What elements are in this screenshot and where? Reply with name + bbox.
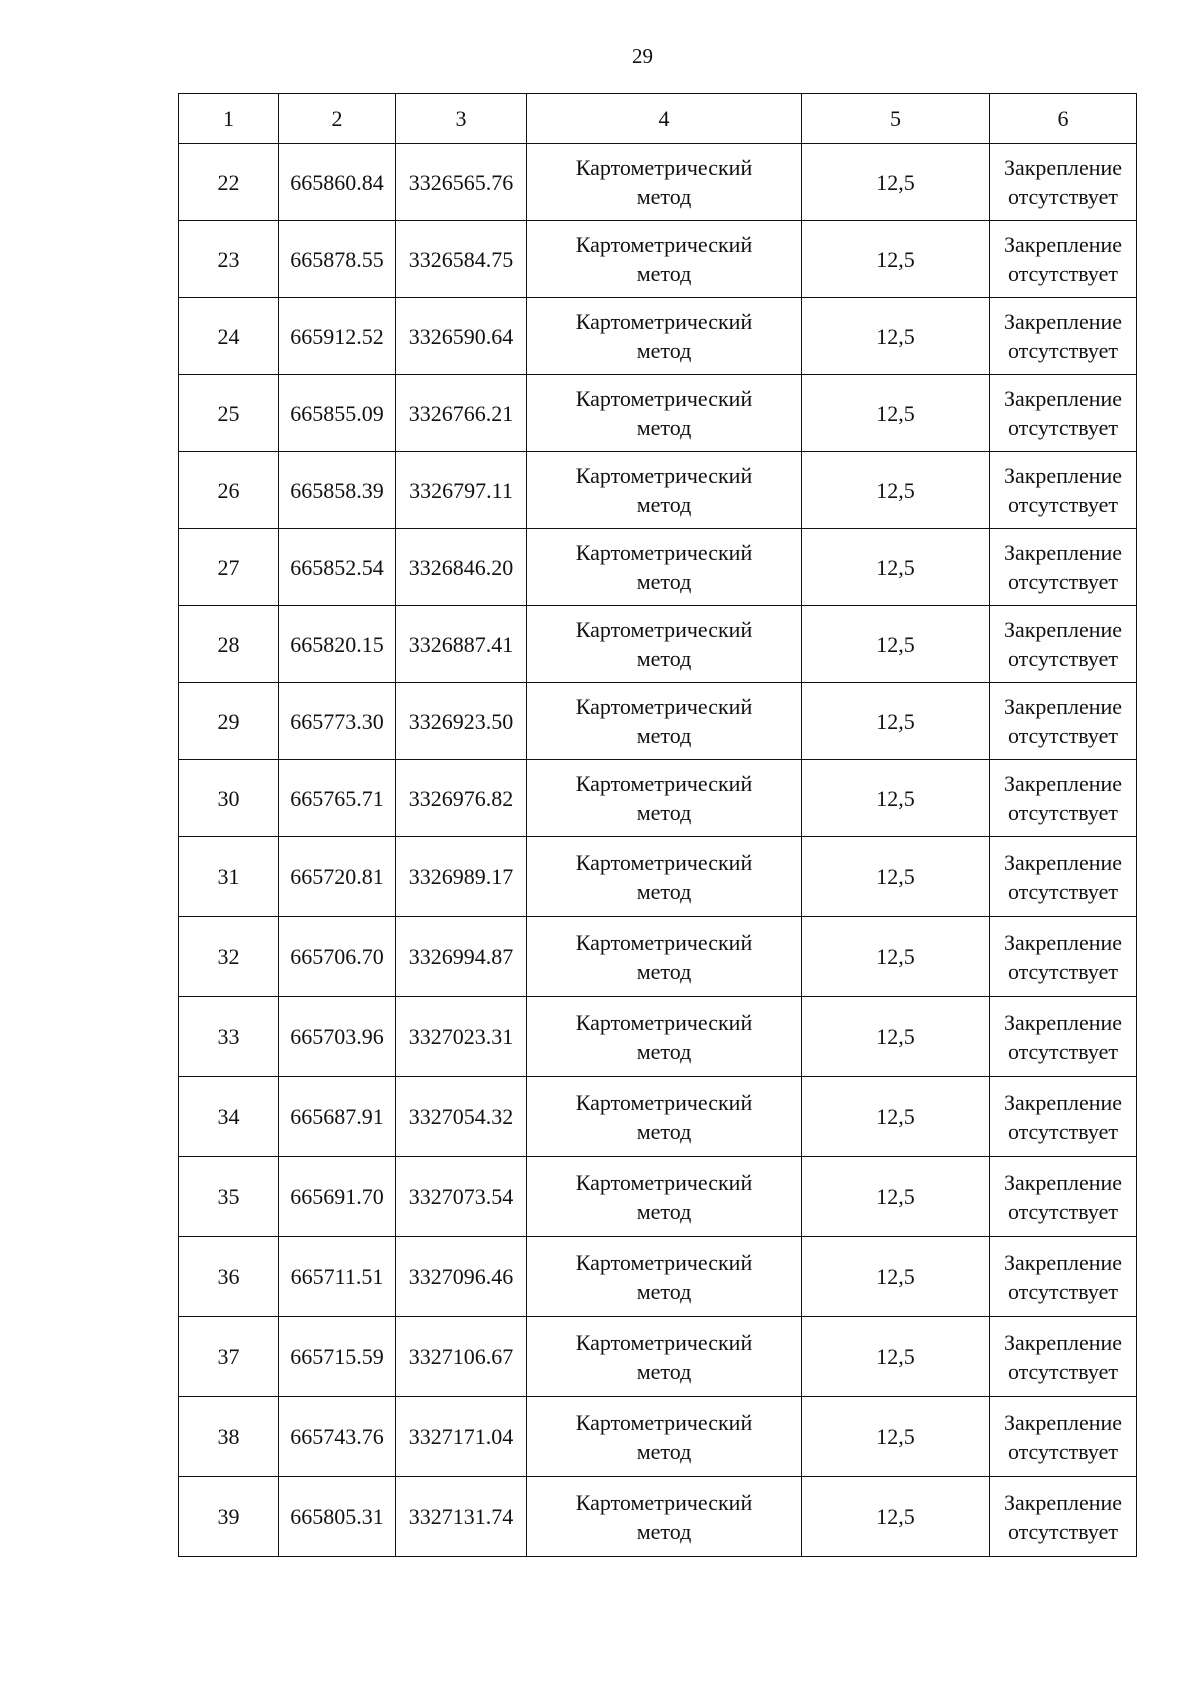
x-coordinate-cell: 665852.54	[279, 529, 396, 606]
table-row	[179, 683, 1137, 760]
x-coordinate-cell: 665703.96	[279, 997, 396, 1077]
method-cell	[527, 1317, 802, 1397]
method-cell-line: метод	[636, 569, 692, 594]
method-cell-line: метод	[636, 1438, 692, 1464]
method-cell	[527, 144, 802, 221]
accuracy-cell: 12,5	[802, 1477, 990, 1557]
method-cell	[527, 1077, 802, 1157]
fixing-cell-line: отсутствует	[1007, 1358, 1119, 1384]
method-cell-line: Картометрический	[575, 1169, 753, 1195]
fixing-cell-line: Закрепление	[1003, 1169, 1123, 1195]
method-cell-line: Картометрический	[575, 309, 753, 334]
method-cell-line: Картометрический	[575, 771, 753, 796]
method-cell-line: метод	[636, 1038, 692, 1064]
accuracy-cell: 12,5	[802, 375, 990, 452]
fixing-cell	[990, 917, 1137, 997]
method-cell-line: Картометрический	[575, 1249, 753, 1275]
method-cell-line: метод	[636, 1278, 692, 1304]
point-number-cell: 33	[179, 997, 279, 1077]
y-coordinate-cell: 3327023.31	[396, 997, 527, 1077]
accuracy-cell: 12,5	[802, 683, 990, 760]
table-row	[179, 452, 1137, 529]
accuracy-cell: 12,5	[802, 997, 990, 1077]
x-coordinate-cell: 665878.55	[279, 221, 396, 298]
fixing-cell-line: отсутствует	[1007, 261, 1119, 286]
method-cell-line: Картометрический	[575, 1489, 753, 1515]
fixing-cell-line: отсутствует	[1007, 569, 1119, 594]
method-cell-line: Картометрический	[575, 1009, 753, 1035]
method-cell	[527, 997, 802, 1077]
x-coordinate-cell: 665720.81	[279, 837, 396, 917]
point-number-cell: 26	[179, 452, 279, 529]
table-row	[179, 375, 1137, 452]
method-cell-line: метод	[636, 1518, 692, 1544]
method-cell-line: Картометрический	[575, 155, 753, 180]
fixing-cell-line: отсутствует	[1007, 1038, 1119, 1064]
table-row	[179, 1477, 1137, 1557]
table-row	[179, 606, 1137, 683]
y-coordinate-cell: 3326976.82	[396, 760, 527, 837]
point-number-cell: 27	[179, 529, 279, 606]
y-coordinate-cell: 3326923.50	[396, 683, 527, 760]
point-number-cell: 30	[179, 760, 279, 837]
fixing-cell-line: Закрепление	[1003, 386, 1123, 411]
fixing-cell-line: отсутствует	[1007, 958, 1119, 984]
x-coordinate-cell: 665858.39	[279, 452, 396, 529]
fixing-cell-line: Закрепление	[1003, 1249, 1123, 1275]
y-coordinate-cell: 3326584.75	[396, 221, 527, 298]
fixing-cell	[990, 683, 1137, 760]
method-cell-line: метод	[636, 723, 692, 748]
coordinates-table	[178, 93, 1137, 1557]
table-row	[179, 760, 1137, 837]
x-coordinate-cell: 665691.70	[279, 1157, 396, 1237]
table-row	[179, 917, 1137, 997]
method-cell-line: метод	[636, 184, 692, 209]
fixing-cell	[990, 1477, 1137, 1557]
point-number-cell: 39	[179, 1477, 279, 1557]
point-number-cell: 32	[179, 917, 279, 997]
method-cell-line: метод	[636, 415, 692, 440]
point-number-cell: 38	[179, 1397, 279, 1477]
x-coordinate-cell: 665820.15	[279, 606, 396, 683]
y-coordinate-cell: 3327054.32	[396, 1077, 527, 1157]
x-coordinate-cell: 665743.76	[279, 1397, 396, 1477]
y-coordinate-cell: 3327131.74	[396, 1477, 527, 1557]
table-row	[179, 1397, 1137, 1477]
point-number-cell: 25	[179, 375, 279, 452]
y-coordinate-cell: 3327073.54	[396, 1157, 527, 1237]
accuracy-cell: 12,5	[802, 1157, 990, 1237]
table-row	[179, 837, 1137, 917]
point-number-cell: 37	[179, 1317, 279, 1397]
x-coordinate-cell: 665687.91	[279, 1077, 396, 1157]
table-row	[179, 1237, 1137, 1317]
method-cell-line: Картометрический	[575, 929, 753, 955]
fixing-cell	[990, 1317, 1137, 1397]
method-cell	[527, 298, 802, 375]
accuracy-cell: 12,5	[802, 1397, 990, 1477]
method-cell-line: метод	[636, 958, 692, 984]
fixing-cell-line: отсутствует	[1007, 1198, 1119, 1224]
table-row	[179, 529, 1137, 606]
y-coordinate-cell: 3327096.46	[396, 1237, 527, 1317]
column-header: 1	[179, 94, 279, 144]
method-cell	[527, 760, 802, 837]
fixing-cell	[990, 606, 1137, 683]
x-coordinate-cell: 665860.84	[279, 144, 396, 221]
y-coordinate-cell: 3326846.20	[396, 529, 527, 606]
fixing-cell-line: Закрепление	[1003, 1089, 1123, 1115]
method-cell-line: Картометрический	[575, 232, 753, 257]
method-cell-line: метод	[636, 1198, 692, 1224]
fixing-cell-line: отсутствует	[1007, 1438, 1119, 1464]
page-number: 29	[632, 44, 653, 68]
method-cell-line: метод	[636, 1358, 692, 1384]
fixing-cell-line: Закрепление	[1003, 309, 1123, 334]
fixing-cell	[990, 452, 1137, 529]
table-row	[179, 1157, 1137, 1237]
accuracy-cell: 12,5	[802, 452, 990, 529]
fixing-cell	[990, 144, 1137, 221]
y-coordinate-cell: 3326797.11	[396, 452, 527, 529]
fixing-cell	[990, 298, 1137, 375]
x-coordinate-cell: 665765.71	[279, 760, 396, 837]
method-cell-line: Картометрический	[575, 540, 753, 565]
fixing-cell-line: отсутствует	[1007, 1118, 1119, 1144]
accuracy-cell: 12,5	[802, 837, 990, 917]
fixing-cell-line: отсутствует	[1007, 1278, 1119, 1304]
method-cell	[527, 452, 802, 529]
table-row	[179, 144, 1137, 221]
point-number-cell: 36	[179, 1237, 279, 1317]
table-row	[179, 221, 1137, 298]
fixing-cell-line: Закрепление	[1003, 929, 1123, 955]
fixing-cell-line: отсутствует	[1007, 338, 1119, 363]
y-coordinate-cell: 3327106.67	[396, 1317, 527, 1397]
accuracy-cell: 12,5	[802, 144, 990, 221]
column-header: 6	[990, 94, 1137, 144]
method-cell-line: метод	[636, 492, 692, 517]
x-coordinate-cell: 665715.59	[279, 1317, 396, 1397]
y-coordinate-cell: 3326590.64	[396, 298, 527, 375]
accuracy-cell: 12,5	[802, 298, 990, 375]
fixing-cell	[990, 1237, 1137, 1317]
fixing-cell-line: Закрепление	[1003, 1329, 1123, 1355]
method-cell-line: метод	[636, 800, 692, 825]
fixing-cell	[990, 221, 1137, 298]
method-cell	[527, 221, 802, 298]
method-cell	[527, 529, 802, 606]
method-cell-line: метод	[636, 646, 692, 671]
x-coordinate-cell: 665912.52	[279, 298, 396, 375]
method-cell-line: Картометрический	[575, 1409, 753, 1435]
point-number-cell: 24	[179, 298, 279, 375]
table-row	[179, 997, 1137, 1077]
accuracy-cell: 12,5	[802, 760, 990, 837]
y-coordinate-cell: 3326766.21	[396, 375, 527, 452]
method-cell-line: метод	[636, 261, 692, 286]
method-cell-line: Картометрический	[575, 1329, 753, 1355]
y-coordinate-cell: 3326989.17	[396, 837, 527, 917]
method-cell-line: Картометрический	[575, 1089, 753, 1115]
fixing-cell	[990, 1157, 1137, 1237]
column-header: 4	[527, 94, 802, 144]
fixing-cell	[990, 1397, 1137, 1477]
x-coordinate-cell: 665773.30	[279, 683, 396, 760]
point-number-cell: 29	[179, 683, 279, 760]
fixing-cell-line: отсутствует	[1007, 492, 1119, 517]
fixing-cell-line: отсутствует	[1007, 184, 1119, 209]
y-coordinate-cell: 3326994.87	[396, 917, 527, 997]
method-cell	[527, 1397, 802, 1477]
method-cell-line: Картометрический	[575, 617, 753, 642]
method-cell-line: Картометрический	[575, 694, 753, 719]
point-number-cell: 28	[179, 606, 279, 683]
point-number-cell: 31	[179, 837, 279, 917]
column-header: 3	[396, 94, 527, 144]
method-cell	[527, 1157, 802, 1237]
method-cell-line: метод	[636, 1118, 692, 1144]
point-number-cell: 34	[179, 1077, 279, 1157]
accuracy-cell: 12,5	[802, 917, 990, 997]
x-coordinate-cell: 665805.31	[279, 1477, 396, 1557]
accuracy-cell: 12,5	[802, 1317, 990, 1397]
fixing-cell-line: отсутствует	[1007, 878, 1119, 904]
method-cell-line: Картометрический	[575, 463, 753, 488]
method-cell	[527, 375, 802, 452]
fixing-cell	[990, 997, 1137, 1077]
fixing-cell-line: отсутствует	[1007, 415, 1119, 440]
y-coordinate-cell: 3327171.04	[396, 1397, 527, 1477]
fixing-cell-line: Закрепление	[1003, 1409, 1123, 1435]
x-coordinate-cell: 665855.09	[279, 375, 396, 452]
fixing-cell-line: Закрепление	[1003, 540, 1123, 565]
method-cell-line: Картометрический	[575, 849, 753, 875]
fixing-cell-line: отсутствует	[1007, 1518, 1119, 1544]
fixing-cell-line: Закрепление	[1003, 694, 1123, 719]
fixing-cell	[990, 837, 1137, 917]
fixing-cell-line: Закрепление	[1003, 771, 1123, 796]
method-cell	[527, 1477, 802, 1557]
fixing-cell-line: отсутствует	[1007, 800, 1119, 825]
fixing-cell	[990, 375, 1137, 452]
column-header: 5	[802, 94, 990, 144]
column-header: 2	[279, 94, 396, 144]
fixing-cell-line: Закрепление	[1003, 1489, 1123, 1515]
method-cell	[527, 606, 802, 683]
y-coordinate-cell: 3326887.41	[396, 606, 527, 683]
point-number-cell: 23	[179, 221, 279, 298]
method-cell	[527, 683, 802, 760]
accuracy-cell: 12,5	[802, 221, 990, 298]
fixing-cell-line: Закрепление	[1003, 232, 1123, 257]
y-coordinate-cell: 3326565.76	[396, 144, 527, 221]
fixing-cell-line: Закрепление	[1003, 849, 1123, 875]
table-row	[179, 1317, 1137, 1397]
accuracy-cell: 12,5	[802, 1077, 990, 1157]
fixing-cell	[990, 1077, 1137, 1157]
fixing-cell-line: Закрепление	[1003, 463, 1123, 488]
table-row	[179, 298, 1137, 375]
x-coordinate-cell: 665706.70	[279, 917, 396, 997]
method-cell	[527, 837, 802, 917]
table-header-row	[179, 94, 1137, 144]
fixing-cell	[990, 760, 1137, 837]
method-cell-line: Картометрический	[575, 386, 753, 411]
table-row	[179, 1077, 1137, 1157]
accuracy-cell: 12,5	[802, 1237, 990, 1317]
fixing-cell-line: Закрепление	[1003, 1009, 1123, 1035]
method-cell	[527, 917, 802, 997]
fixing-cell-line: отсутствует	[1007, 646, 1119, 671]
point-number-cell: 35	[179, 1157, 279, 1237]
fixing-cell-line: Закрепление	[1003, 155, 1123, 180]
method-cell-line: метод	[636, 878, 692, 904]
point-number-cell: 22	[179, 144, 279, 221]
x-coordinate-cell: 665711.51	[279, 1237, 396, 1317]
fixing-cell-line: Закрепление	[1003, 617, 1123, 642]
fixing-cell	[990, 529, 1137, 606]
method-cell	[527, 1237, 802, 1317]
fixing-cell-line: отсутствует	[1007, 723, 1119, 748]
accuracy-cell: 12,5	[802, 606, 990, 683]
method-cell-line: метод	[636, 338, 692, 363]
accuracy-cell: 12,5	[802, 529, 990, 606]
